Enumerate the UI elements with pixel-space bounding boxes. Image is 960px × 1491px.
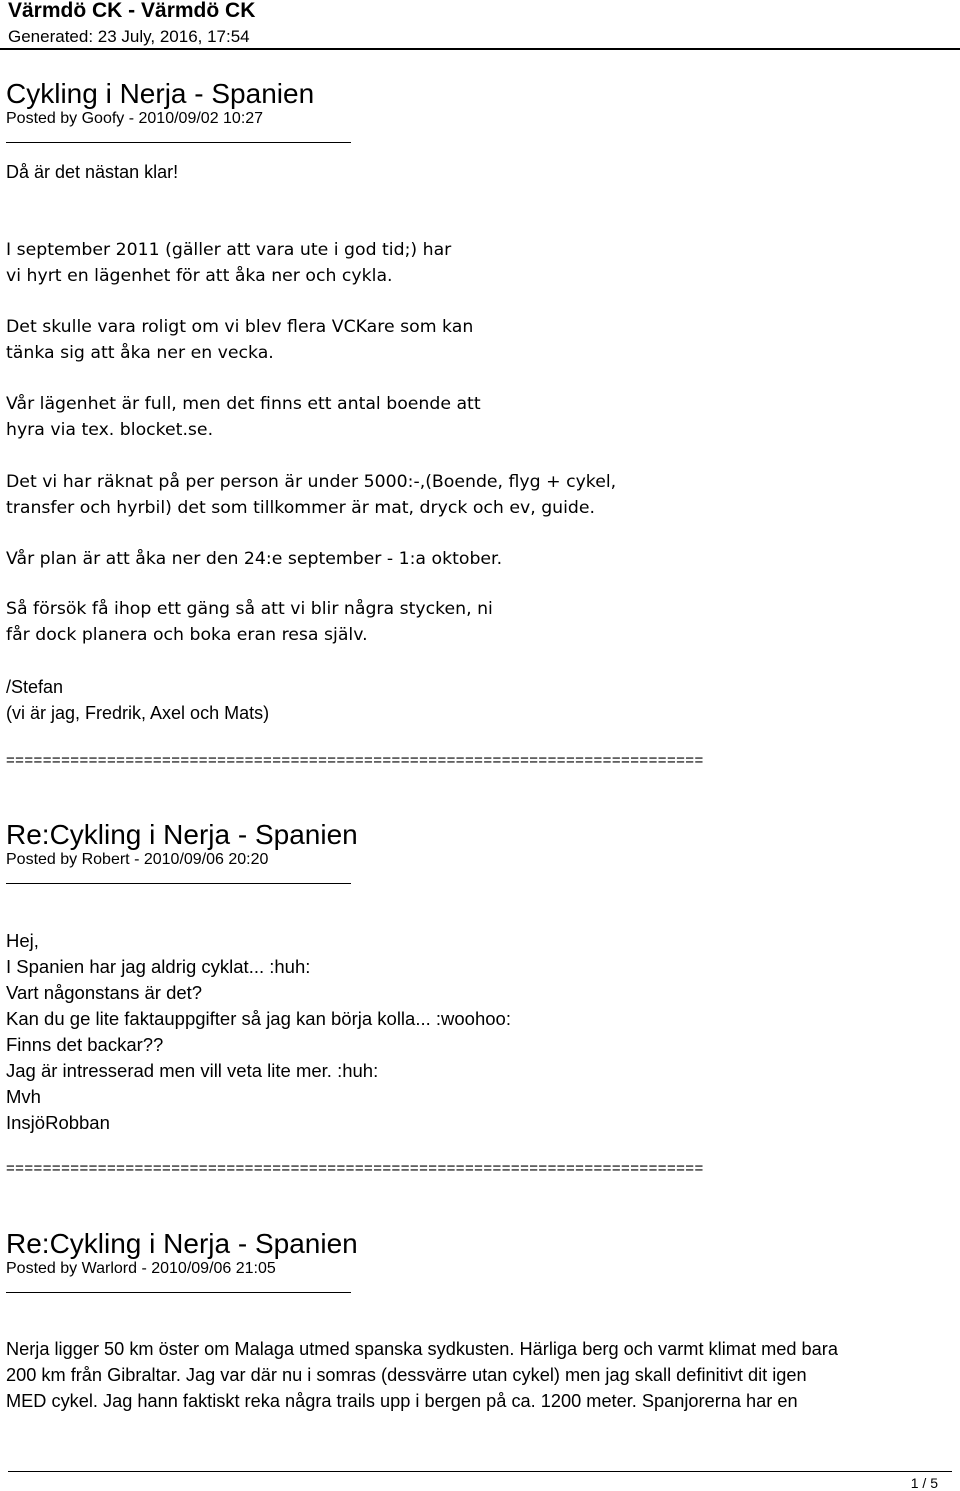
header-rule xyxy=(0,48,960,50)
post-1-paragraph: I september 2011 (gäller att vara ute i god tid;) har vi hyrt en lägenhet för att åka ner och cykla. xyxy=(6,240,452,286)
post-3-header xyxy=(6,1228,956,1293)
post-meta: Posted by Warlord - 2010/09/06 21:05 xyxy=(6,1260,276,1277)
post-divider: ============================================================================ xyxy=(6,1160,704,1177)
post-2-body: Hej, I Spanien har jag aldrig cyklat... :huh: Vart någonstans är det? Kan du ge lite faktauppgifter så jag kan börja kolla... :woohoo: Finns det backar?? Jag är intresserad men vill veta lite mer. :huh: Mvh InsjöRobban xyxy=(6,930,511,1133)
post-1-paragraph: Då är det nästan klar! xyxy=(6,162,179,182)
post-title: Re:Cykling i Nerja - Spanien xyxy=(6,1228,358,1259)
post-separator-line xyxy=(6,1292,351,1293)
post-meta: Posted by Robert - 2010/09/06 20:20 xyxy=(6,851,269,868)
post-1-signature: /Stefan (vi är jag, Fredrik, Axel och Mats) xyxy=(6,677,270,723)
post-1-paragraph: Det vi har räknat på per person är under 5000:-,(Boende, flyg + cykel, transfer och hyrbil) det som tillkommer är mat, dryck och ev, guide. xyxy=(6,472,617,518)
post-1-header xyxy=(6,78,956,143)
footer-rule xyxy=(8,1471,952,1472)
post-1-paragraph: Vår plan är att åka ner den 24:e september - 1:a oktober. xyxy=(6,549,503,569)
post-2-header xyxy=(6,819,956,884)
post-separator-line xyxy=(6,142,351,143)
post-title: Cykling i Nerja - Spanien xyxy=(6,78,315,109)
post-meta: Posted by Goofy - 2010/09/02 10:27 xyxy=(6,110,264,127)
page-header xyxy=(8,0,255,48)
post-1-paragraph: Så försök få ihop ett gäng så att vi blir några stycken, ni får dock planera och boka eran resa själv. xyxy=(6,599,493,645)
page-number: 1 / 5 xyxy=(910,1475,938,1491)
post-title: Re:Cykling i Nerja - Spanien xyxy=(6,819,358,850)
post-1-paragraph: Det skulle vara roligt om vi blev flera VCKare som kan tänka sig att åka ner en vecka. xyxy=(6,317,474,363)
generated-date: Generated: 23 July, 2016, 17:54 xyxy=(8,27,250,46)
post-3-body: Nerja ligger 50 km öster om Malaga utmed spanska sydkusten. Härliga berg och varmt klimat med bara 200 km från Gibraltar. Jag var där nu i somras (dessvärre utan cykel) men jag skall definitivt dit igen MED cykel. Jag hann faktiskt reka några trails upp i bergen på ca. 1200 meter. Spanjorerna har en xyxy=(6,1339,838,1411)
post-separator-line xyxy=(6,883,351,884)
post-1-paragraph: Vår lägenhet är full, men det finns ett antal boende att hyra via tex. blocket.se. xyxy=(6,394,481,440)
post-divider: ============================================================================ xyxy=(6,752,704,769)
site-title: Värmdö CK - Värmdö CK xyxy=(8,0,256,22)
